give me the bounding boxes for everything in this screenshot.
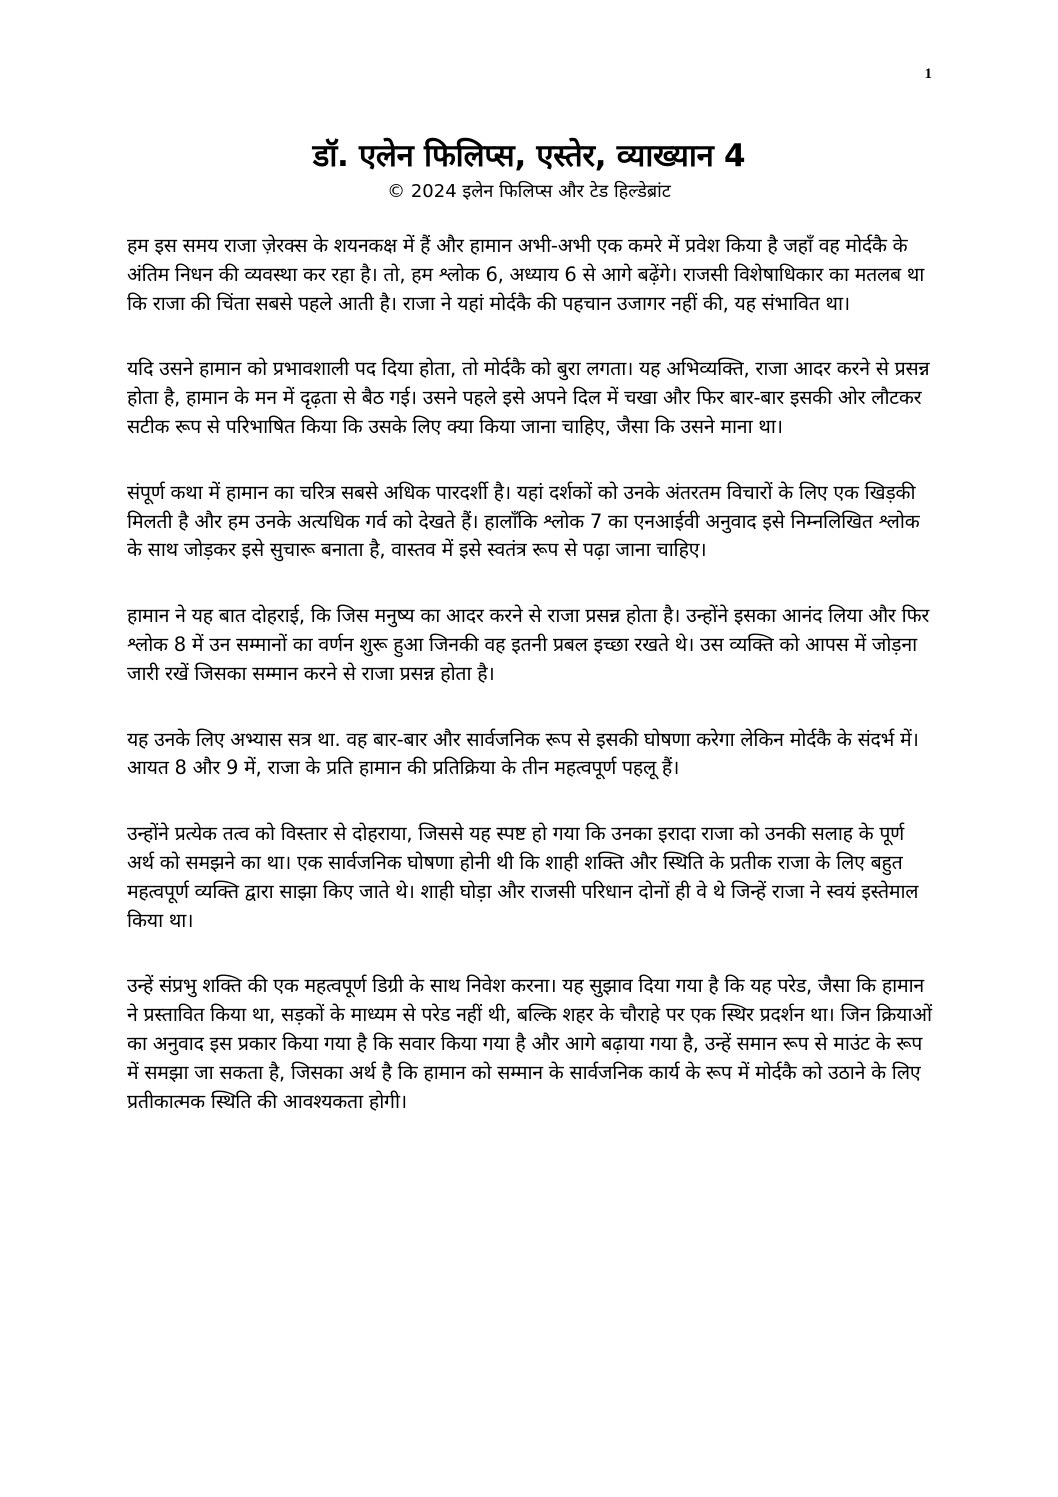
paragraph-4: हामान ने यह बात दोहराई, कि जिस मनुष्य का आदर करने से राजा प्रसन्न होता है। उन्होंने इसका आनंद लिया और फिर श्लोक 8 में उन सम्मानों का वर्णन शुरू हुआ जिनकी वह इतनी प्रबल इच्छा रखते थे। उस व्यक्ति को आपस में जोड़ना जारी रखें जिसका सम्मान करने से राजा प्रसन्न होता है। <box>127 604 930 685</box>
document-header <box>0 134 1058 204</box>
paragraph-5: यह उनके लिए अभ्यास सत्र था. वह बार-बार और सार्वजनिक रूप से इसकी घोषणा करेगा लेकिन मोर्दकै के संदर्भ में। आयत 8 और 9 में, राजा के प्रति हामान की प्रतिक्रिया के तीन महत्वपूर्ण पहलू हैं। <box>127 727 919 780</box>
document-title: डॉ. एलेन फिलिप्स, एस्तेर, व्याख्यान 4 <box>312 138 746 174</box>
paragraph-6: उन्होंने प्रत्येक तत्व को विस्तार से दोहराया, जिससे यह स्पष्ट हो गया कि उनका इरादा राजा को उनकी सलाह के पूर्ण अर्थ को समझने का था। एक सार्वजनिक घोषणा होनी थी कि शाही शक्ति और स्थिति के प्रतीक राजा के लिए बहुत महत्वपूर्ण व्यक्ति द्वारा साझा किए जाते थे। शाही घोड़ा और राजसी परिधान दोनों ही वे थे जिन्हें राजा ने स्वयं इस्तेमाल किया था। <box>127 822 919 932</box>
page-number: 1 <box>924 66 932 82</box>
paragraph-2: यदि उसने हामान को प्रभावशाली पद दिया होता, तो मोर्दकै को बुरा लगता। यह अभिव्यक्ति, राजा आदर करने से प्रसन्न होता है, हामान के मन में दृढ़ता से बैठ गई। उसने पहले इसे अपने दिल में चखा और फिर बार-बार इसकी ओर लौटकर सटीक रूप से परिभाषित किया कि उसके लिए क्या किया जाना चाहिए, जैसा कि उसने माना था। <box>127 357 930 438</box>
paragraph-3: संपूर्ण कथा में हामान का चरित्र सबसे अधिक पारदर्शी है। यहां दर्शकों को उनके अंतरतम विचारों के लिए एक खिड़की मिलती है और हम उनके अत्यधिक गर्व को देखते हैं। हालाँकि श्लोक 7 का एनआईवी अनुवाद इसे निम्नलिखित श्लोक के साथ जोड़कर इसे सुचारू बनाता है, वास्तव में इसे स्वतंत्र रूप से पढ़ा जाना चाहिए। <box>127 480 920 562</box>
document-body <box>127 232 935 1153</box>
paragraph-1: हम इस समय राजा ज़ेरक्स के शयनकक्ष में हैं और हामान अभी-अभी एक कमरे में प्रवेश किया है जहाँ वह मोर्दकै के अंतिम निधन की व्यवस्था कर रहा है। तो, हम श्लोक 6, अध्याय 6 से आगे बढ़ेंगे। राजसी विशेषाधिकार का मतलब था कि राजा की चिंता सबसे पहले आती है। राजा ने यहां मोर्दकै की पहचान उजागर नहीं की, यह संभावित था। <box>127 234 925 315</box>
paragraph-7: उन्हें संप्रभु शक्ति की एक महत्वपूर्ण डिग्री के साथ निवेश करना। यह सुझाव दिया गया है कि यह परेड, जैसा कि हामान ने प्रस्तावित किया था, सड़कों के माध्यम से परेड नहीं थी, बल्कि शहर के चौराहे पर एक स्थिर प्रदर्शन था। जिन क्रियाओं का अनुवाद इस प्रकार किया गया है कि सवार किया गया है और आगे बढ़ाया गया है, उन्हें समान रूप से माउंट के रूप में समझा जा सकता है, जिसका अर्थ है कि हामान को सम्मान के सार्वजनिक कार्य के रूप में मोर्दकै को उठाने के लिए प्रतीकात्मक स्थिति की आवश्यकता होगी। <box>127 974 932 1113</box>
copyright-line: © 2024 इलेन फिलिप्स और टेड हिल्डेब्रांट <box>387 181 671 202</box>
